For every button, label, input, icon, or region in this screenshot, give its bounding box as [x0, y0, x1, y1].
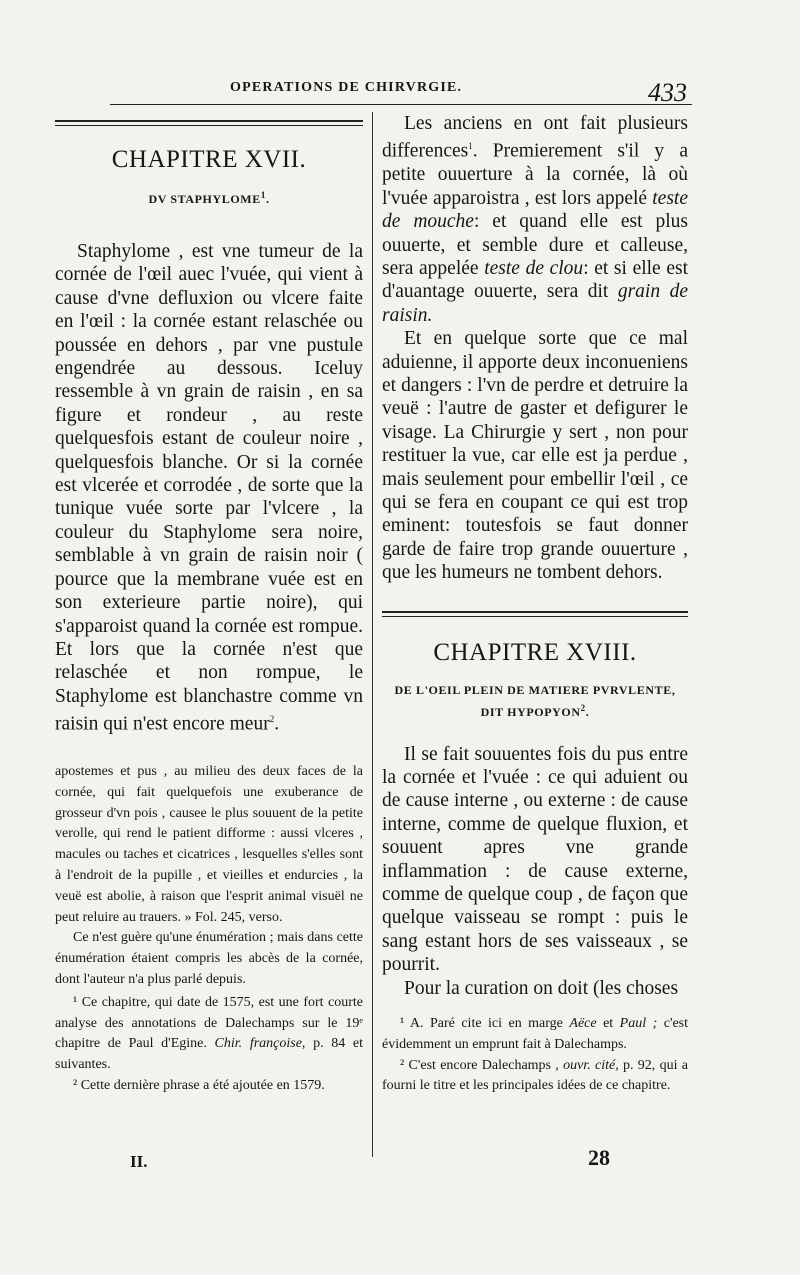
commentary-paragraph: Ce n'est guère qu'une énumération ; mais dans cette énumération étaient compris les abcès de la cornée, dont l'auteur n'a plus parlé depuis. [55, 930, 363, 987]
running-head: OPERATIONS DE CHIRVRGIE. [230, 80, 463, 95]
footnote: ¹ Ce chapitre, qui date de 1575, est une fort courte analyse des annotations de Dalechamps sur le 19ᵉ chapitre de Paul d'Egine. Chir. françoise, p. 84 et suivantes. [55, 994, 364, 1073]
chapter-subtitle: DV STAPHYLOME$^1$. [148, 190, 270, 206]
commentary-paragraph: apostemes et pus , au milieu des deux faces de la cornée, qui fait quelquefois une exuberance de grosseur d'vn pois , causee le plus souuent de la petite verolle, qui rend le patient difforme : aussi vlceres , macules ou taches et cicatrices , lesquelles s'elles sont à l'endroit de la pupille , et vieilles et endurcies , la veuë est abolie, à raison que l'esprit animal visuël ne peut reluire au trauers. » Fol. 245, verso. [55, 764, 363, 925]
footnote: ² C'est encore Dalechamps , ouvr. cité, p. 92, qui a fourni le titre et les principales idées de ce chapitre. [382, 1057, 688, 1094]
column-divider [372, 112, 373, 1157]
footnote-ref: 2 [580, 702, 586, 713]
right-column [382, 112, 688, 1097]
chapter-rule [382, 611, 688, 617]
commentary [55, 762, 363, 991]
chapter-title: CHAPITRE XVII. [111, 146, 307, 173]
signature-mark: II. [130, 1152, 148, 1171]
main-text: Les anciens en ont fait plusieurs differences$^1$. Premierement s'il y a petite ouuerture à la cornée, là où l'vuée apparoistra , est lors appelé teste de mouche: et quand elle est plus ouuerte, et semble dure et calleuse, sera appelée teste de clou: et si elle est d'auantage ouuerte, sera dit grain de raisin. Et en quelque sorte que ce mal aduienne, il apporte deux inconueniens et dangers : l'vn de perdre et detruire la veuë : l'autre de gaster et defigurer le visage. La Chirurgie y sert , non pour restituer la vue, car elle est ja perdue , mais seulement pour embellir l'œil , ce qui se fera en coupant ce qui est trop eminent: toutesfois se faut donner garde de faire trop grande ouuerture , que les humeurs ne tombent dehors. [382, 113, 689, 584]
footnote: ² Cette dernière phrase a été ajoutée en 1579. [73, 1077, 325, 1093]
left-column [55, 112, 363, 1097]
footnote-ref: 1 [468, 141, 473, 152]
chapter-subtitle: DE L'OEIL PLEIN DE MATIERE PVRVLENTE, DIT HYPOPYON$^2$. [394, 682, 676, 719]
signature-number: 28 [588, 1145, 610, 1170]
header-rule [110, 104, 692, 105]
chapter-rule [55, 120, 363, 126]
footnotes [55, 993, 363, 1097]
chapter-title: CHAPITRE XVIII. [433, 638, 637, 666]
footnote: ¹ A. Paré cite ici en marge Aëce et Paul ; c'est évidemment un emprunt fait à Dalechamps. [382, 1016, 689, 1052]
footnote-ref: 2 [269, 714, 275, 725]
footnotes [382, 1014, 688, 1097]
main-text: Il se fait souuentes fois du pus entre la cornée et l'vuée : ce qui aduient ou de cause interne , ou externe : de cause interne, comme de quelque fluxion, et souuent apres vne grande inflammation : de cause externe, comme de quelque coup , de façon que quelque vaisseau se rompt : puis le sang estant hors de ses vaisseaux , se pourrit. Pour la curation on doit (les choses [382, 743, 688, 999]
main-text: Staphylome , est vne tumeur de la cornée de l'œil auec l'vuée, qui vient à cause d'vne defluxion ou vlcere faite en l'œil : la cornée estant relaschée ou poussée en dehors , par vne pustule engendrée au dessous. Iceluy ressemble à vn grain de raisin , en sa figure et rondeur , au reste quelquesfois estant de couleur noire , quelquesfois blanche. Or si la cornée est vlcerée et corrodée , de sorte que la tunique vuée sorte par l'vlcere , la couleur du Staphylome sera noire, semblable à vn grain de raisin noir ( pource que la membrane vuée est en son exterieure partie noire), qui s'apparoist quand la cornée est rompue. Et lors que la cornée n'est que relaschée et non rompue, le Staphylome est blanchastre comme vn raisin qui n'est encore meur$^2$. [55, 241, 363, 735]
footnote-ref: 1 [260, 190, 266, 200]
page-number: 433 [648, 78, 687, 107]
